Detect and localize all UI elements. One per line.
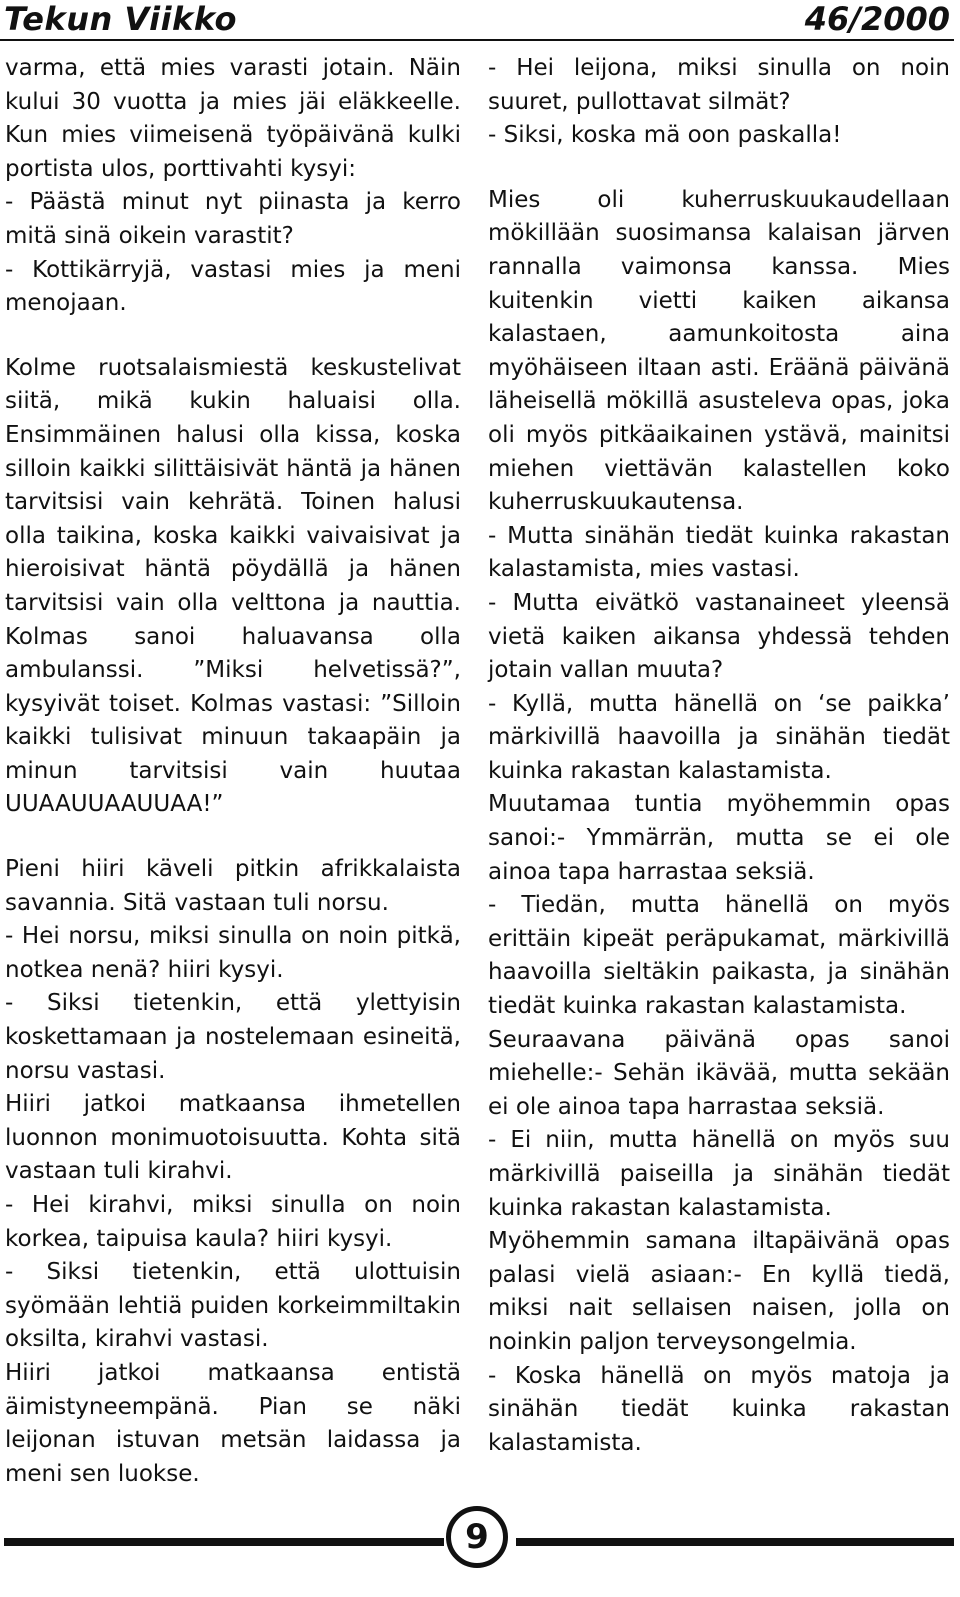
- paragraph: - Mutta sinähän tiedät kuinka rakastan kalastamista, mies vastasi.: [488, 522, 950, 583]
- paragraph: - Siksi, koska mä oon paskalla!: [488, 122, 842, 149]
- paragraph: Myöhemmin samana iltapäivänä opas palasi vielä asiaan:- En kyllä tiedä, miksi nait sellaisen naisen, jolla on noinkin paljon terveysongelmia.: [488, 1228, 950, 1355]
- paragraph: - Siksi tietenkin, että ylettyisin koskettamaan ja nostelemaan esineitä, norsu vastasi.: [5, 990, 461, 1084]
- paragraph: Hiiri jatkoi matkaansa ihmetellen luonnon monimuotoisuutta. Kohta sitä vastaan tuli kirahvi.: [5, 1091, 461, 1185]
- right-column: [488, 52, 950, 1460]
- page-footer: [0, 1506, 960, 1586]
- paragraph: - Hei leijona, miksi sinulla on noin suuret, pullottavat silmät?: [488, 55, 950, 115]
- paragraph: Kolme ruotsalaismiestä keskustelivat siitä, mikä kukin haluaisi olla. Ensimmäinen halusi olla kissa, koska silloin kaikki silittäisivät häntä ja hänen tarvitsisi vain kehrätä. Toinen halusi olla taikina, koska kaikki vaivaisivat ja hieroisivat häntä pöydällä ja hänen tarvitsisi vain olla velttona ja nauttia. Kolmas sanoi haluavansa olla ambulanssi. ”Miksi helvetissä?”, kysyivät toiset. Kolmas vastasi: ”Silloin kaikki tulisivat minuun takaapäin ja minun tarvitsisi vain huutaa UUAAUUAAUUAA!”: [5, 354, 461, 818]
- paragraph: Pieni hiiri käveli pitkin afrikkalaista savannia. Sitä vastaan tuli norsu.: [5, 856, 461, 916]
- paragraph: - Koska hänellä on myös matoja ja sinähän tiedät kuinka rakastan kalastamista.: [488, 1362, 950, 1456]
- header-divider: [0, 39, 954, 41]
- paragraph: - Hei norsu, miksi sinulla on noin pitkä, notkea nenä? hiiri kysyi.: [5, 923, 461, 983]
- paragraph: Muutamaa tuntia myöhemmin opas sanoi:- Ymmärrän, mutta se ei ole ainoa tapa harrastaa seksiä.: [488, 791, 950, 885]
- paragraph: - Kottikärryjä, vastasi mies ja meni menojaan.: [5, 256, 461, 317]
- issue-number: 46/2000: [804, 0, 950, 38]
- paragraph: - Päästä minut nyt piinasta ja kerro mitä sinä oikein varastit?: [5, 189, 461, 249]
- paragraph: - Mutta eivätkö vastanaineet yleensä vietä kaiken aikansa yhdessä tehden jotain vallan muuta?: [488, 589, 950, 684]
- paragraph: Seuraavana päivänä opas sanoi miehelle:- Sehän ikävää, mutta sekään ei ole ainoa tapa harrastaa seksiä.: [488, 1026, 950, 1120]
- paragraph: varma, että mies varasti jotain. Näin kului 30 vuotta ja mies jäi eläkkeelle. Kun mies viimeisenä työpäivänä kulki portista ulos, porttivahti kysyi:: [5, 55, 461, 182]
- paragraph: Hiiri jatkoi matkaansa entistä äimistyneempänä. Pian se näki leijonan istuvan metsän laidassa ja meni sen luokse.: [5, 1359, 461, 1487]
- paragraph: - Hei kirahvi, miksi sinulla on noin korkea, taipuisa kaula? hiiri kysyi.: [5, 1192, 461, 1252]
- footer-rule-right: [516, 1538, 954, 1546]
- page-number-badge: [446, 1506, 508, 1568]
- magazine-title: Tekun Viikko: [4, 0, 237, 38]
- page-header: [0, 0, 960, 42]
- paragraph: - Siksi tietenkin, että ulottuisin syömään lehtiä puiden korkeimmiltakin oksilta, kirahvi vastasi.: [5, 1259, 461, 1353]
- paragraph: - Kyllä, mutta hänellä on ‘se paikka’ märkivillä haavoilla ja sinähän tiedät kuinka rakastan kalastamista.: [488, 690, 950, 784]
- paragraph: Mies oli kuherruskuukaudellaan mökillään suosimansa kalaisan järven rannalla vaimonsa kanssa. Mies kuitenkin vietti kaiken aikansa kalastaen, aamunkoitosta aina myöhäiseen iltaan asti. Eräänä päivänä läheisellä mökillä asusteleva opas, joka oli myös pitkäaikainen ystävä, mainitsi miehen viettävän kalastellen koko kuherruskuukautensa.: [488, 186, 950, 516]
- paragraph: - Ei niin, mutta hänellä on myös suu märkivillä paiseilla ja sinähän tiedät kuinka rakastan kalastamista.: [488, 1127, 950, 1221]
- paragraph: - Tiedän, mutta hänellä on myös erittäin kipeät peräpukamat, märkivillä haavoilla sieltäkin paikasta, ja sinähän tiedät kuinka rakastan kalastamista.: [488, 892, 950, 1020]
- page-number: 9: [465, 1517, 489, 1557]
- left-column: [5, 52, 461, 1491]
- footer-rule-left: [4, 1538, 444, 1546]
